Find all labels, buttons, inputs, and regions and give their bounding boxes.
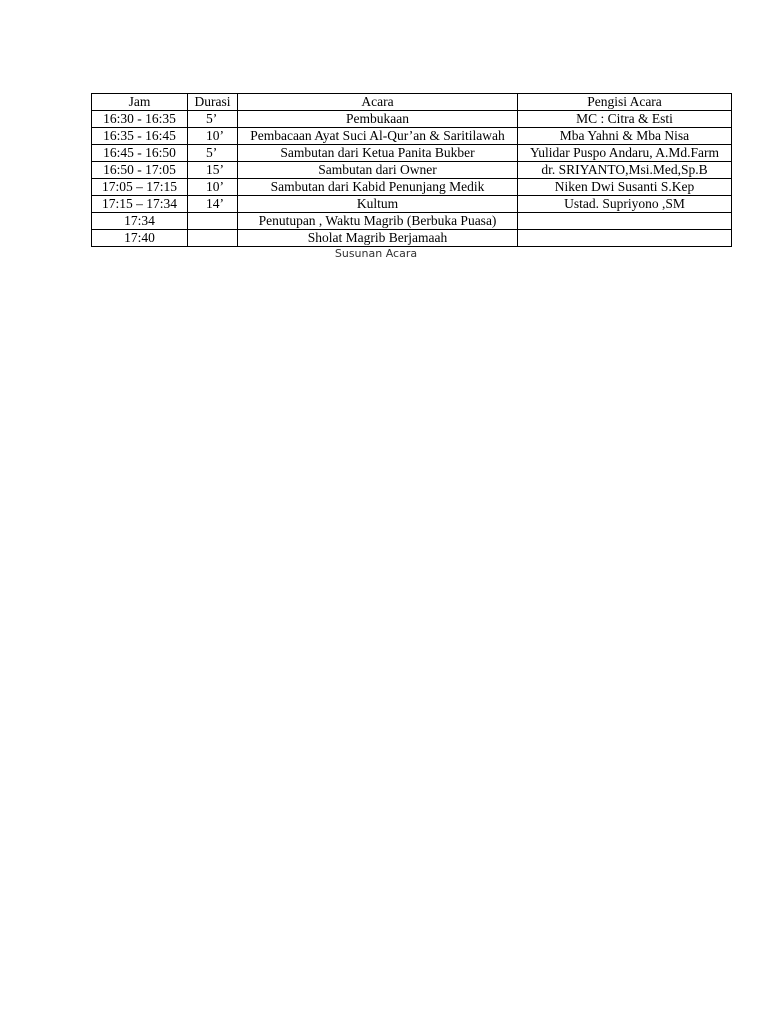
- cell-acara: Sholat Magrib Berjamaah: [238, 230, 518, 247]
- header-pengisi-acara: Pengisi Acara: [518, 94, 732, 111]
- cell-pengisi-acara: Mba Yahni & Mba Nisa: [518, 128, 732, 145]
- cell-acara: Sambutan dari Ketua Panita Bukber: [238, 145, 518, 162]
- header-durasi: Durasi: [188, 94, 238, 111]
- cell-jam: 16:30 - 16:35: [92, 111, 188, 128]
- schedule-table: [91, 93, 732, 247]
- cell-pengisi-acara: [518, 230, 732, 247]
- cell-acara: Sambutan dari Owner: [238, 162, 518, 179]
- cell-jam: 16:45 - 16:50: [92, 145, 188, 162]
- cell-acara: Sambutan dari Kabid Penunjang Medik: [238, 179, 518, 196]
- table-row: [92, 179, 732, 196]
- cell-durasi: 5’: [188, 145, 238, 162]
- cell-durasi: 15’: [188, 162, 238, 179]
- table-row: [92, 111, 732, 128]
- table-row: [92, 128, 732, 145]
- header-jam: Jam: [92, 94, 188, 111]
- cell-durasi: 10’: [188, 128, 238, 145]
- table-row: [92, 196, 732, 213]
- cell-jam: 17:05 – 17:15: [92, 179, 188, 196]
- table-caption: Susunan Acara: [334, 247, 418, 260]
- cell-durasi: 10’: [188, 179, 238, 196]
- cell-pengisi-acara: Ustad. Supriyono ,SM: [518, 196, 732, 213]
- cell-jam: 16:50 - 17:05: [92, 162, 188, 179]
- cell-jam: 17:34: [92, 213, 188, 230]
- cell-durasi: 5’: [188, 111, 238, 128]
- cell-acara: Pembacaan Ayat Suci Al-Qur’an & Saritilawah: [238, 128, 518, 145]
- cell-jam: 17:40: [92, 230, 188, 247]
- cell-acara: Kultum: [238, 196, 518, 213]
- cell-durasi: [188, 230, 238, 247]
- cell-pengisi-acara: [518, 213, 732, 230]
- cell-jam: 16:35 - 16:45: [92, 128, 188, 145]
- cell-durasi: 14’: [188, 196, 238, 213]
- table-row: [92, 145, 732, 162]
- cell-pengisi-acara: Niken Dwi Susanti S.Kep: [518, 179, 732, 196]
- cell-jam: 17:15 – 17:34: [92, 196, 188, 213]
- cell-durasi: [188, 213, 238, 230]
- table-row: [92, 230, 732, 247]
- header-acara: Acara: [238, 94, 518, 111]
- cell-pengisi-acara: Yulidar Puspo Andaru, A.Md.Farm: [518, 145, 732, 162]
- cell-acara: Penutupan , Waktu Magrib (Berbuka Puasa): [238, 213, 518, 230]
- cell-pengisi-acara: dr. SRIYANTO,Msi.Med,Sp.B: [518, 162, 732, 179]
- cell-acara: Pembukaan: [238, 111, 518, 128]
- table-header-row: [92, 94, 732, 111]
- cell-pengisi-acara: MC : Citra & Esti: [518, 111, 732, 128]
- table-row: [92, 213, 732, 230]
- table-row: [92, 162, 732, 179]
